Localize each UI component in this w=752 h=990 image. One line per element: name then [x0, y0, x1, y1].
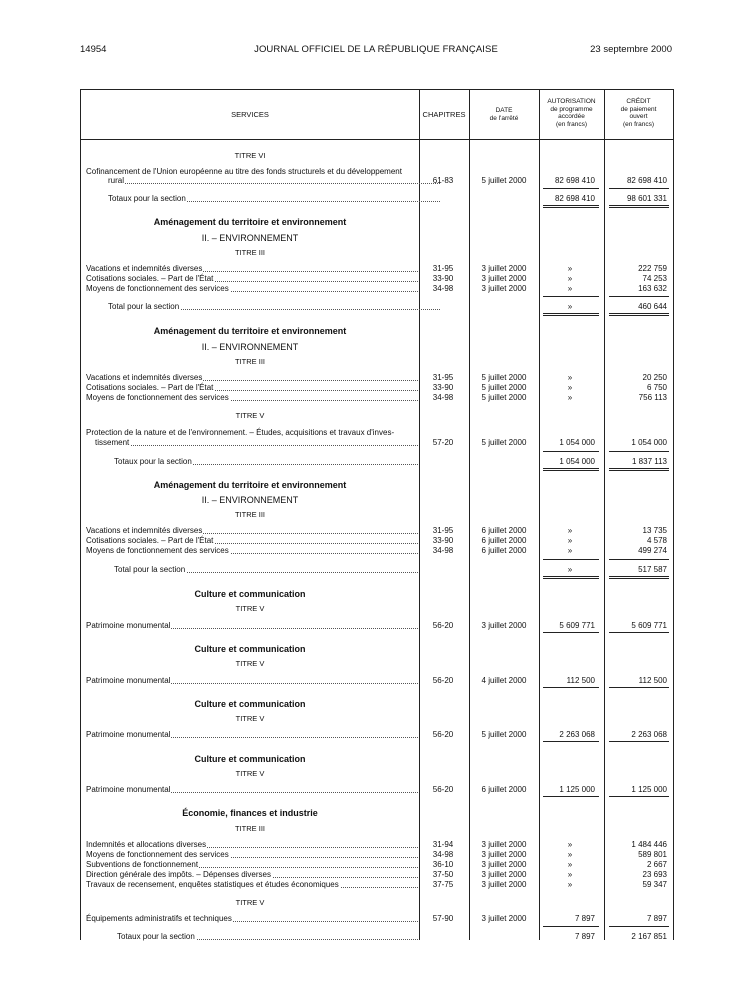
- row-label: Indemnités et allocations diverses: [86, 839, 418, 850]
- ministry-heading: Culture et communication: [194, 644, 306, 654]
- row-chapitre: 33-90: [432, 383, 454, 392]
- ministry-heading: Culture et communication: [194, 699, 306, 709]
- table-row: [81, 175, 673, 186]
- sub-heading: II. – ENVIRONNEMENT: [201, 233, 299, 243]
- table-row: [81, 879, 673, 890]
- row-autorisation: 1 054 000: [559, 438, 595, 447]
- table-row: [81, 545, 673, 556]
- row-credit: 1 484 446: [631, 840, 667, 849]
- autorisation-header-line: (en francs): [555, 120, 588, 128]
- total-credit: 1 837 113: [632, 457, 667, 466]
- row-chapitre: 56-20: [432, 730, 454, 739]
- row-autorisation: »: [567, 274, 573, 283]
- row-credit: 6 750: [646, 383, 667, 392]
- total-row: [81, 564, 673, 575]
- row-autorisation: »: [567, 284, 573, 293]
- total-autorisation: »: [567, 565, 573, 574]
- date-header-line: DATE: [495, 107, 513, 114]
- row-credit: 499 274: [638, 546, 667, 555]
- row-credit: 2 263 068: [631, 730, 667, 739]
- row-chapitre: 33-90: [432, 536, 454, 545]
- row-credit: 163 632: [638, 284, 667, 293]
- row-label: Patrimoine monumental: [86, 729, 418, 740]
- row-chapitre: 36-10: [432, 860, 454, 869]
- row-date: 5 juillet 2000: [481, 176, 527, 185]
- row-autorisation: »: [567, 264, 573, 273]
- row-credit: 59 347: [642, 880, 667, 889]
- row-label: Patrimoine monumental: [86, 784, 418, 795]
- row-chapitre: 31-95: [432, 526, 454, 535]
- total-row: [81, 193, 673, 204]
- table-row: [81, 620, 673, 631]
- row-label: Vacations et indemnités diverses: [86, 263, 418, 274]
- row-chapitre: 37-50: [432, 870, 454, 879]
- titre-heading: TITRE V: [235, 714, 265, 723]
- row-date: 3 juillet 2000: [481, 284, 527, 293]
- row-chapitre: 33-90: [432, 274, 454, 283]
- row-chapitre: 56-20: [432, 785, 454, 794]
- row-date: 5 juillet 2000: [481, 373, 527, 382]
- row-label: Cofinancement de l'Union européenne au titre des fonds structurels et du développement: [86, 167, 402, 176]
- total-row: [81, 301, 673, 312]
- row-credit: 222 759: [638, 264, 667, 273]
- credit-header-line: de paiement: [620, 105, 657, 113]
- column-header-credit: [604, 98, 673, 128]
- row-label: Subventions de fonctionnement: [86, 859, 418, 870]
- row-label: Vacations et indemnités diverses: [86, 372, 418, 383]
- column-divider: [469, 90, 470, 940]
- row-chapitre: 34-98: [432, 393, 454, 402]
- row-label: Travaux de recensement, enquêtes statistiques et études économiques: [86, 879, 418, 890]
- ministry-heading: Aménagement du territoire et environnement: [153, 217, 347, 227]
- total-row: [81, 456, 673, 467]
- row-label: Patrimoine monumental: [86, 620, 418, 631]
- row-chapitre: 34-98: [432, 284, 454, 293]
- row-autorisation: »: [567, 383, 573, 392]
- page-header: [80, 44, 672, 58]
- row-date: 6 juillet 2000: [481, 785, 527, 794]
- row-autorisation: 82 698 410: [554, 176, 595, 185]
- row-chapitre: 57-20: [432, 438, 454, 447]
- total-credit: 98 601 331: [626, 194, 667, 203]
- row-autorisation: »: [567, 840, 573, 849]
- row-label: Direction générale des impôts. – Dépenses diverses: [86, 869, 418, 880]
- row-label: Moyens de fonctionnement des services: [86, 392, 418, 403]
- row-credit: 7 897: [646, 914, 667, 923]
- sub-heading: II. – ENVIRONNEMENT: [201, 342, 299, 352]
- titre-heading: TITRE III: [235, 510, 265, 519]
- row-autorisation: »: [567, 860, 573, 869]
- total-autorisation: 7 897: [574, 932, 595, 941]
- column-divider: [604, 90, 605, 940]
- row-date: 3 juillet 2000: [481, 870, 527, 879]
- titre-heading: TITRE V: [235, 411, 265, 420]
- row-chapitre: 61-83: [432, 176, 454, 185]
- total-label: Total pour la section: [108, 301, 440, 312]
- row-credit: 2 667: [646, 860, 667, 869]
- row-credit: 13 735: [642, 526, 667, 535]
- total-autorisation: »: [567, 302, 573, 311]
- row-date: 3 juillet 2000: [481, 274, 527, 283]
- row-credit: 112 500: [638, 676, 667, 685]
- column-header-chapitres: CHAPITRES: [422, 110, 466, 119]
- row-autorisation: »: [567, 880, 573, 889]
- table-row: [81, 675, 673, 686]
- ministry-heading: Culture et communication: [194, 589, 306, 599]
- journal-title: JOURNAL OFFICIEL DE LA RÉPUBLIQUE FRANÇAISE: [254, 44, 498, 55]
- row-autorisation: »: [567, 546, 573, 555]
- titre-heading: TITRE V: [235, 604, 265, 613]
- row-autorisation: »: [567, 870, 573, 879]
- table-row: [81, 913, 673, 924]
- row-date: 5 juillet 2000: [481, 383, 527, 392]
- row-chapitre: 56-20: [432, 621, 454, 630]
- column-header-autorisation: [539, 98, 604, 128]
- table-row: [81, 437, 673, 448]
- autorisation-header-line: accordée: [558, 113, 585, 120]
- ministry-heading: Économie, finances et industrie: [182, 808, 318, 818]
- row-chapitre: 57-90: [432, 914, 454, 923]
- table-row: [81, 784, 673, 795]
- titre-heading: TITRE III: [235, 248, 265, 257]
- row-credit: 5 609 771: [631, 621, 667, 630]
- row-chapitre: 31-95: [432, 264, 454, 273]
- row-label: Cotisations sociales. – Part de l'État: [86, 273, 418, 284]
- credit-header-line: ouvert: [629, 113, 648, 120]
- row-date: 5 juillet 2000: [481, 438, 527, 447]
- total-autorisation: 1 054 000: [559, 457, 595, 466]
- ministry-heading: Aménagement du territoire et environnement: [153, 480, 347, 490]
- titre-heading: TITRE III: [235, 824, 265, 833]
- titre-heading: TITRE V: [235, 898, 265, 907]
- row-credit: 82 698 410: [626, 176, 667, 185]
- row-chapitre: 34-98: [432, 850, 454, 859]
- titre-heading: TITRE III: [235, 357, 265, 366]
- total-label: Total pour la section: [114, 564, 418, 575]
- ministry-heading: Aménagement du territoire et environnement: [153, 326, 347, 336]
- table-row: [81, 729, 673, 740]
- row-credit: 589 801: [638, 850, 667, 859]
- row-date: 5 juillet 2000: [481, 393, 527, 402]
- page-number: 14954: [80, 44, 107, 55]
- row-credit: 4 578: [646, 536, 667, 545]
- titre-heading: TITRE VI: [234, 151, 266, 160]
- row-date: 3 juillet 2000: [481, 840, 527, 849]
- row-date: 5 juillet 2000: [481, 730, 527, 739]
- row-autorisation: 5 609 771: [559, 621, 595, 630]
- row-date: 6 juillet 2000: [481, 526, 527, 535]
- row-label: Équipements administratifs et techniques: [86, 913, 418, 924]
- row-autorisation: »: [567, 373, 573, 382]
- column-header-date: [469, 107, 539, 122]
- row-credit: 756 113: [638, 393, 667, 402]
- total-row: [81, 931, 673, 942]
- ministry-heading: Culture et communication: [194, 754, 306, 764]
- row-chapitre: 31-95: [432, 373, 454, 382]
- column-divider: [419, 90, 420, 940]
- titre-heading: TITRE V: [235, 769, 265, 778]
- credit-header-line: CRÉDIT: [626, 98, 651, 105]
- autorisation-header-line: AUTORISATION: [547, 98, 596, 105]
- row-date: 6 juillet 2000: [481, 546, 527, 555]
- row-autorisation: 1 125 000: [559, 785, 595, 794]
- credits-table: [80, 89, 674, 940]
- row-chapitre: 37-75: [432, 880, 454, 889]
- total-autorisation: 82 698 410: [554, 194, 595, 203]
- row-chapitre: 34-98: [432, 546, 454, 555]
- row-date: 3 juillet 2000: [481, 850, 527, 859]
- row-chapitre: 31-94: [432, 840, 454, 849]
- titre-heading: TITRE V: [235, 659, 265, 668]
- row-date: 4 juillet 2000: [481, 676, 527, 685]
- credit-header-line: (en francs): [622, 120, 655, 128]
- row-autorisation: »: [567, 526, 573, 535]
- column-header-services: SERVICES: [231, 110, 269, 119]
- row-credit: 74 253: [642, 274, 667, 283]
- row-chapitre: 56-20: [432, 676, 454, 685]
- date-header-line: de l'arrêté: [489, 114, 519, 122]
- total-label: Totaux pour la section: [117, 931, 418, 942]
- row-label: Moyens de fonctionnement des services: [86, 283, 418, 294]
- row-autorisation: »: [567, 393, 573, 402]
- total-credit: 517 587: [638, 565, 667, 574]
- total-credit: 2 167 851: [631, 932, 667, 941]
- publication-date: 23 septembre 2000: [590, 44, 672, 55]
- row-autorisation: 2 263 068: [559, 730, 595, 739]
- row-label: Cotisations sociales. – Part de l'État: [86, 535, 418, 546]
- row-label: Protection de la nature et de l'environnement. – Études, acquisitions et travaux d'inves-: [86, 428, 395, 437]
- autorisation-header-line: de programme: [550, 105, 593, 113]
- row-date: 6 juillet 2000: [481, 536, 527, 545]
- row-date: 3 juillet 2000: [481, 880, 527, 889]
- row-label: Patrimoine monumental: [86, 675, 418, 686]
- row-label: Moyens de fonctionnement des services: [86, 545, 418, 556]
- row-date: 3 juillet 2000: [481, 860, 527, 869]
- row-credit: 23 693: [642, 870, 667, 879]
- row-label: Vacations et indemnités diverses: [86, 525, 418, 536]
- total-credit: 460 644: [638, 302, 667, 311]
- row-autorisation: 112 500: [566, 676, 595, 685]
- row-autorisation: »: [567, 536, 573, 545]
- total-label: Totaux pour la section: [108, 193, 440, 204]
- row-label: rural: [108, 175, 440, 186]
- row-label: Cotisations sociales. – Part de l'État: [86, 382, 418, 393]
- row-credit: 1 054 000: [631, 438, 667, 447]
- row-label: Moyens de fonctionnement des services: [86, 849, 418, 860]
- table-row: [81, 392, 673, 403]
- row-autorisation: »: [567, 850, 573, 859]
- row-credit: 20 250: [642, 373, 667, 382]
- sub-heading: II. – ENVIRONNEMENT: [201, 495, 299, 505]
- row-autorisation: 7 897: [574, 914, 595, 923]
- column-divider: [539, 90, 540, 940]
- table-row: [81, 283, 673, 294]
- row-date: 3 juillet 2000: [481, 621, 527, 630]
- total-label: Totaux pour la section: [114, 456, 418, 467]
- header-rule: [81, 139, 673, 140]
- row-credit: 1 125 000: [631, 785, 667, 794]
- row-label: tissement: [95, 437, 418, 448]
- row-date: 3 juillet 2000: [481, 264, 527, 273]
- row-date: 3 juillet 2000: [481, 914, 527, 923]
